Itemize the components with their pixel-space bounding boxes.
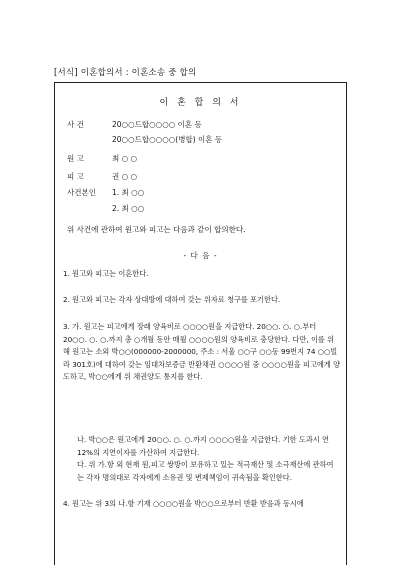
document-frame [54,82,347,565]
clause-3b: 나. 박○○은 원고에게 20○○. ○. ○.까지 ○○○○원을 지급한다. 기한 도과시 연 12%의 지연이자를 가산하여 지급한다. [77,435,329,457]
divider-heading: - 다 음 - [183,251,218,260]
principal-item-1: 1. 최 ○○ [112,188,145,197]
clause-2: 2. 원고와 피고는 각자 상대방에 대하여 갖는 위자료 청구를 포기한다. [63,295,281,304]
defendant-label: 피 고 [67,172,84,181]
clause-4: 4. 원고는 위 3의 나.항 기재 ○○○○원을 박○○으로부터 반환 받음과 동시에 [63,499,304,508]
case-label: 사 건 [67,120,84,129]
form-label: [서식] 이혼합의서 : 이혼소송 중 합의 [54,68,197,78]
plaintiff-label: 원 고 [67,154,84,163]
intro-text: 위 사건에 관하여 원고와 피고는 다음과 같이 합의한다. [67,225,246,234]
clause-3a: 3. 가. 원고는 피고에게 장래 양육비로 ○○○○원을 지급한다. 20○○. ○. ○.부터 20○○. ○. ○.까지 총 ○개월 동안 매월 ○○○○원의 양육비로 충당한다. 다만, 이를 위해 원고는 소외 박○○(000000-2000000, 주소 : 서울 ○○구 ○○동 99번지 74 ○○빌라 301호)에 대하여 갖는 임대차보증금 반환채권 ○○○○원 중 ○○○○원을 피고에게 양도하고, 박○○에게 위 채권양도 통지를 한다. [63,322,341,382]
case-number-1: 20○○드합○○○○ 이혼 등 [112,120,202,129]
clause-1: 1. 원고와 피고는 이혼한다. [63,269,149,278]
principal-label: 사건본인 [67,188,96,197]
clause-3c: 다. 위 가.항 외 현재 원,피고 쌍방이 보유하고 있는 적극재산 및 소극재산에 관하여는 각자 명의대로 각자에게 소유권 및 변제책임이 귀속됨을 확인한다. [77,460,334,482]
plaintiff-name: 최 ○ ○ [112,154,138,163]
defendant-name: 권 ○ ○ [112,172,138,181]
principal-item-2: 2. 최 ○○ [112,204,145,213]
document-title: 이 혼 합 의 서 [159,98,242,108]
case-number-2: 20○○드합○○○○(병합) 이혼 등 [112,135,223,144]
